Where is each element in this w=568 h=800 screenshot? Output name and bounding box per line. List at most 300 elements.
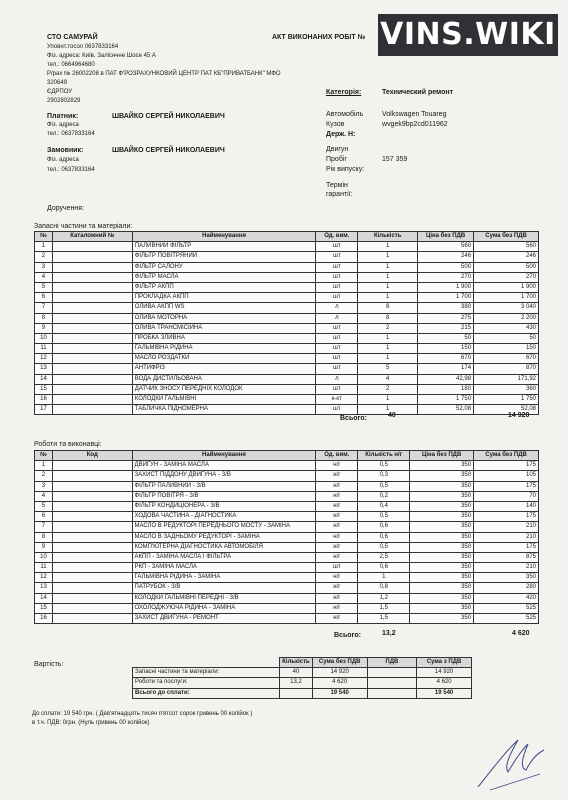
table-cell: 246 <box>418 252 474 262</box>
table-cell <box>52 313 132 323</box>
reg-label: Держ. Н: <box>326 131 356 138</box>
table-row <box>35 603 539 613</box>
car-value: Volkswagen Touareg <box>382 111 447 118</box>
warranty-label: гарантії: <box>326 191 353 198</box>
table-cell <box>52 512 132 522</box>
table-cell: 350 <box>410 461 474 471</box>
table-row <box>35 405 539 415</box>
column-header: Найменування <box>132 451 316 461</box>
table-row <box>35 384 539 394</box>
vat-line: в т.ч. ПДВ: 0грн. (Нуль гривень 00 копійок) <box>32 720 150 726</box>
column-header: Сума без ПДВ <box>474 451 539 461</box>
watermark-logo: VINS.WIKI <box>378 14 558 56</box>
table-cell: н/г <box>316 573 358 583</box>
car-label: Автомобіль <box>326 111 364 118</box>
table-cell: ТАБЛИЧКА ПІДНОМЕРНА <box>132 405 316 415</box>
table-cell: 70 <box>474 491 539 501</box>
table-cell: н/г <box>316 542 358 552</box>
table-row <box>35 282 539 292</box>
summary-row <box>133 688 472 698</box>
table-cell: 2 <box>358 323 418 333</box>
year-label: Рік випуску: <box>326 166 365 173</box>
table-cell: 350 <box>410 563 474 573</box>
table-row <box>35 354 539 364</box>
table-cell: 1 <box>35 461 53 471</box>
table-row <box>35 522 539 532</box>
summary-cell <box>280 688 312 698</box>
table-cell: 1 <box>358 333 418 343</box>
column-header: Од. вим. <box>316 451 358 461</box>
column-header: Каталожний № <box>52 232 132 242</box>
summary-row <box>133 678 472 688</box>
table-cell: 350 <box>410 512 474 522</box>
table-cell: 0,5 <box>358 481 410 491</box>
table-cell: 350 <box>410 501 474 511</box>
table-cell: н/г <box>316 593 358 603</box>
mileage-label: Пробіг <box>326 156 347 163</box>
table-row <box>35 374 539 384</box>
table-cell: шт <box>316 563 358 573</box>
table-cell: ЗАХИСТ ПІДДОНУ ДВИГУНА - З/В <box>132 471 316 481</box>
table-cell <box>52 583 132 593</box>
table-row <box>35 583 539 593</box>
table-cell: ФІЛЬТР АКПП <box>132 282 316 292</box>
table-cell: шт <box>316 405 358 415</box>
table-cell: 350 <box>410 593 474 603</box>
table-cell: шт <box>316 384 358 394</box>
table-cell <box>52 614 132 624</box>
company-detail-line: Р/рах № 26002208 в ПАТ Ф'РОЗРАХУНКОВИЙ ЦЕНТР ПАТ КБ"ПРИВАТБАНК" МФО <box>47 71 281 77</box>
table-cell: 1 <box>358 405 418 415</box>
table-cell: н/г <box>316 614 358 624</box>
column-header: № <box>35 451 53 461</box>
table-cell: 1 <box>358 252 418 262</box>
table-cell: 3 <box>35 481 53 491</box>
table-cell: н/г <box>316 583 358 593</box>
table-cell: 16 <box>35 395 53 405</box>
table-cell: 8 <box>35 532 53 542</box>
table-cell: 1 <box>358 282 418 292</box>
table-cell: КОЛОДКИ ГАЛЬМІВНІ ПЕРЕДНІ - З/В <box>132 593 316 603</box>
summary-cell: 40 <box>280 668 312 678</box>
table-row <box>35 262 539 272</box>
table-cell: 52,08 <box>474 405 539 415</box>
table-cell: л <box>316 313 358 323</box>
table-cell: шт <box>316 364 358 374</box>
table-cell: 10 <box>35 333 53 343</box>
table-cell <box>52 603 132 613</box>
table-cell: 9 <box>35 542 53 552</box>
table-cell: 350 <box>410 573 474 583</box>
table-cell: 6 <box>35 512 53 522</box>
table-cell: шт <box>316 272 358 282</box>
summary-cell <box>367 668 417 678</box>
table-cell: 525 <box>474 614 539 624</box>
act-title: АКТ ВИКОНАНИХ РОБІТ № <box>272 34 366 41</box>
table-cell: ПАТРУБОК - З/В <box>132 583 316 593</box>
table-cell: 380 <box>418 303 474 313</box>
table-cell <box>52 405 132 415</box>
term-label: Термін <box>326 182 348 189</box>
table-cell <box>52 272 132 282</box>
table-cell: ГАЛЬМІВНА РІДИНА - ЗАМІНА <box>132 573 316 583</box>
column-header: Сума без ПДВ <box>474 232 539 242</box>
table-cell <box>52 303 132 313</box>
summary-cell: 4 620 <box>312 678 367 688</box>
table-cell: 10 <box>35 552 53 562</box>
table-cell <box>52 344 132 354</box>
table-row <box>35 491 539 501</box>
table-cell: КОМП'ЮТЕРНА ДІАГНОСТИКА АВТОМОБІЛЯ <box>132 542 316 552</box>
table-cell: ОЛИВА МОТОРНА <box>132 313 316 323</box>
table-row <box>35 303 539 313</box>
table-cell: ФІЛЬТР КОНДИЦІОНЕРА - З/В <box>132 501 316 511</box>
table-cell: ФІЛЬТР ПОВІТРЯНИЙ <box>132 252 316 262</box>
table-row <box>35 272 539 282</box>
table-cell: 350 <box>410 542 474 552</box>
table-row <box>35 471 539 481</box>
table-cell: 350 <box>410 603 474 613</box>
table-cell: шт <box>316 282 358 292</box>
table-cell: 1 <box>358 354 418 364</box>
table-cell <box>52 333 132 343</box>
table-cell: 3 040 <box>474 303 539 313</box>
summary-cell: Всього до сплати: <box>133 688 280 698</box>
table-cell: 420 <box>474 593 539 603</box>
table-cell: ДАТЧИК ЗНОСУ ПЕРЕДНІХ КОЛОДОК <box>132 384 316 394</box>
summary-cell <box>367 688 417 698</box>
company-name: СТО САМУРАЙ <box>47 34 98 41</box>
table-cell: 1 <box>358 272 418 282</box>
table-cell: 210 <box>474 563 539 573</box>
customer-name: ШВАЙКО СЕРГЕЙ НИКОЛАЕВИЧ <box>112 147 225 154</box>
table-cell <box>52 354 132 364</box>
table-cell: 16 <box>35 614 53 624</box>
table-cell: шт <box>316 242 358 252</box>
table-cell: н/г <box>316 491 358 501</box>
table-cell: 15 <box>35 603 53 613</box>
payer-phone: тел.: 0637833164 <box>47 131 95 137</box>
summary-row <box>133 668 472 678</box>
table-row <box>35 313 539 323</box>
body-value: wvgek9bp2cd011962 <box>382 121 448 128</box>
table-cell: 9 <box>35 323 53 333</box>
summary-table <box>132 657 472 699</box>
table-cell: шт <box>316 293 358 303</box>
table-cell <box>52 471 132 481</box>
table-cell <box>52 282 132 292</box>
table-cell: 5 <box>35 282 53 292</box>
table-cell <box>52 491 132 501</box>
table-cell: 17 <box>35 405 53 415</box>
works-total-sum: 4 620 <box>512 630 530 637</box>
table-cell: 1 <box>35 242 53 252</box>
table-cell: ОХОЛОДЖУЮЧА РІДИНА - ЗАМІНА <box>132 603 316 613</box>
table-cell: 1 900 <box>474 282 539 292</box>
table-cell: 350 <box>410 471 474 481</box>
signature-scribble <box>470 732 550 792</box>
table-cell: 270 <box>474 272 539 282</box>
table-row <box>35 395 539 405</box>
category-value: Технический ремонт <box>382 89 454 96</box>
category-label: Категорія: <box>326 89 362 96</box>
table-cell: 175 <box>474 512 539 522</box>
table-cell: 350 <box>410 614 474 624</box>
parts-table <box>34 231 539 415</box>
table-cell <box>52 242 132 252</box>
table-cell: ФІЛЬТР МАСЛА <box>132 272 316 282</box>
table-cell: 4 <box>35 491 53 501</box>
table-row <box>35 614 539 624</box>
table-cell: 560 <box>418 242 474 252</box>
table-cell: шт <box>316 323 358 333</box>
table-row <box>35 573 539 583</box>
table-cell: ВОДА ДИСТИЛЬОВАНА <box>132 374 316 384</box>
table-row <box>35 344 539 354</box>
table-cell: 1 750 <box>418 395 474 405</box>
table-cell <box>52 552 132 562</box>
column-header: Ціна без ПДВ <box>418 232 474 242</box>
cost-label: Вартість: <box>34 661 64 668</box>
table-cell: 7 <box>35 303 53 313</box>
table-row <box>35 242 539 252</box>
table-cell: 0,5 <box>358 512 410 522</box>
table-cell: 0,5 <box>358 461 410 471</box>
table-cell: л <box>316 374 358 384</box>
table-cell: 180 <box>418 384 474 394</box>
table-cell <box>52 323 132 333</box>
table-cell: ГАЛЬМІВНА РІДИНА <box>132 344 316 354</box>
table-cell: ФІЛЬТР ПОВІТРЯ - З/В <box>132 491 316 501</box>
table-cell: 15 <box>35 384 53 394</box>
table-row <box>35 593 539 603</box>
table-cell: 1 900 <box>418 282 474 292</box>
parts-total-sum: 14 920 <box>508 412 530 419</box>
table-cell: 500 <box>418 262 474 272</box>
table-cell: л <box>316 303 358 313</box>
table-cell: 870 <box>474 364 539 374</box>
parts-total-qty: 40 <box>388 412 396 419</box>
table-cell: 1 <box>358 242 418 252</box>
works-total-qty: 13,2 <box>382 630 396 637</box>
table-cell <box>52 384 132 394</box>
table-cell: к-кт <box>316 395 358 405</box>
column-header: Од. вим. <box>316 232 358 242</box>
summary-corner <box>133 658 280 668</box>
table-cell: РКП - ЗАМІНА МАСЛА <box>132 563 316 573</box>
parts-section-title: Запасні частини та матеріали: <box>34 223 133 230</box>
table-cell: 0,8 <box>358 583 410 593</box>
table-cell: 1 <box>358 293 418 303</box>
column-header: Ціна без ПДВ <box>410 451 474 461</box>
table-cell: 275 <box>418 313 474 323</box>
table-cell: 270 <box>418 272 474 282</box>
table-cell: МАСЛО РОЗДАТКИ <box>132 354 316 364</box>
works-total-label: Всього: <box>334 632 361 639</box>
table-cell <box>52 501 132 511</box>
table-cell: шт <box>316 262 358 272</box>
table-cell <box>52 563 132 573</box>
table-cell: МАСЛО В РЕДУКТОРІ ПЕРЕДНЬОГО МОСТУ - ЗАМІНА <box>132 522 316 532</box>
table-cell: 0,2 <box>358 491 410 501</box>
table-row <box>35 552 539 562</box>
table-cell: АНТИФРІЗ <box>132 364 316 374</box>
table-cell: 6 <box>35 293 53 303</box>
table-row <box>35 542 539 552</box>
table-row <box>35 501 539 511</box>
table-cell: ХОДОВА ЧАСТИНА - ДІАГНОСТИКА <box>132 512 316 522</box>
table-cell: 350 <box>474 573 539 583</box>
table-cell: МАСЛО В ЗАДНЬОМУ РЕДУКТОРІ - ЗАМІНА <box>132 532 316 542</box>
table-cell: 210 <box>474 522 539 532</box>
column-header: Найменування <box>132 232 316 242</box>
table-cell: 210 <box>474 532 539 542</box>
table-cell: 1 <box>358 395 418 405</box>
table-cell: 350 <box>410 522 474 532</box>
table-cell: н/г <box>316 461 358 471</box>
customer-phone: тел.: 0637833164 <box>47 167 95 173</box>
table-cell: 150 <box>418 344 474 354</box>
table-cell: 52,08 <box>418 405 474 415</box>
table-cell: 175 <box>474 461 539 471</box>
table-cell: 12 <box>35 354 53 364</box>
table-cell: 174 <box>418 364 474 374</box>
table-cell <box>52 395 132 405</box>
table-cell: 0,5 <box>358 542 410 552</box>
table-row <box>35 252 539 262</box>
table-cell: ОЛИВА ТРАНСМІСІЙНА <box>132 323 316 333</box>
table-cell: ЗАХИСТ ДВИГУНА - РЕМОНТ <box>132 614 316 624</box>
table-cell: ФІЛЬТР ПАЛИВНИЙ - З/В <box>132 481 316 491</box>
table-cell <box>52 252 132 262</box>
table-cell: 175 <box>474 481 539 491</box>
payer-name: ШВАЙКО СЕРГЕЙ НИКОЛАЕВИЧ <box>112 113 225 120</box>
table-cell: АКПП - ЗАМІНА МАСЛА І ФІЛЬТРА <box>132 552 316 562</box>
table-cell: н/г <box>316 471 358 481</box>
table-cell: 140 <box>474 501 539 511</box>
summary-column-header: Сума з ПДВ <box>417 658 472 668</box>
table-cell: 0,3 <box>358 471 410 481</box>
summary-cell: Запасні частини та матеріали: <box>133 668 280 678</box>
summary-cell: 14 920 <box>417 668 472 678</box>
pay-line: До сплати: 19 540 грн. ( Дев'ятнадцять тисяч п'ятсот сорок гривень 00 копійок ) <box>32 711 253 717</box>
table-cell: 2 <box>35 252 53 262</box>
table-row <box>35 323 539 333</box>
table-cell: 350 <box>410 481 474 491</box>
works-table <box>34 450 539 624</box>
table-cell: 350 <box>410 583 474 593</box>
table-cell: 0,4 <box>358 501 410 511</box>
table-cell: 13 <box>35 583 53 593</box>
table-cell: 8 <box>35 313 53 323</box>
table-cell: 0,6 <box>358 532 410 542</box>
table-cell: н/г <box>316 501 358 511</box>
table-cell: 11 <box>35 563 53 573</box>
table-cell <box>52 374 132 384</box>
table-row <box>35 481 539 491</box>
table-cell: 1 700 <box>474 293 539 303</box>
table-cell: 105 <box>474 471 539 481</box>
table-cell: 12 <box>35 573 53 583</box>
table-cell: н/г <box>316 532 358 542</box>
table-cell: 1,5 <box>358 603 410 613</box>
customer-label: Замовник: <box>47 147 84 154</box>
summary-cell: 4 620 <box>417 678 472 688</box>
table-cell: 500 <box>474 262 539 272</box>
table-row <box>35 364 539 374</box>
payer-address: Фіз. адреса <box>47 122 79 128</box>
table-cell: шт <box>316 252 358 262</box>
table-cell: 430 <box>474 323 539 333</box>
table-cell: 50 <box>418 333 474 343</box>
summary-cell <box>367 678 417 688</box>
engine-label: Двигун <box>326 146 349 153</box>
table-cell: 1 700 <box>418 293 474 303</box>
table-cell: ОЛИВА АКПП WS <box>132 303 316 313</box>
table-cell: 3 <box>35 262 53 272</box>
table-cell: 8 <box>358 313 418 323</box>
mileage-value: 157 359 <box>382 156 408 163</box>
table-cell: 2 <box>358 384 418 394</box>
table-cell: ПАЛИВНИЙ ФІЛЬТР <box>132 242 316 252</box>
column-header: Код <box>52 451 132 461</box>
table-cell: ПРОКЛАДКА АКПП <box>132 293 316 303</box>
table-cell: 171,92 <box>474 374 539 384</box>
customer-address: Фіз. адреса <box>47 157 79 163</box>
company-detail-line: Фіз. адреса: Київ, Заліснчне Шосе 45 А <box>47 53 156 59</box>
table-cell: 350 <box>410 532 474 542</box>
table-cell <box>52 364 132 374</box>
table-cell: 1 750 <box>474 395 539 405</box>
table-cell: 14 <box>35 374 53 384</box>
table-cell: 1 <box>358 573 410 583</box>
table-cell <box>52 573 132 583</box>
table-cell: 175 <box>474 542 539 552</box>
summary-column-header: ПДВ <box>367 658 417 668</box>
table-cell: 280 <box>474 583 539 593</box>
column-header: Кількість <box>358 232 418 242</box>
table-cell <box>52 522 132 532</box>
table-cell: шт <box>316 354 358 364</box>
table-cell: 1,5 <box>358 614 410 624</box>
table-cell <box>52 461 132 471</box>
summary-cell: 13,2 <box>280 678 312 688</box>
table-cell: н/г <box>316 552 358 562</box>
table-cell: ФІЛЬТР САЛОНУ <box>132 262 316 272</box>
table-row <box>35 563 539 573</box>
table-cell: 670 <box>474 354 539 364</box>
company-detail-line: 2902802829 <box>47 98 81 104</box>
table-cell: н/г <box>316 522 358 532</box>
table-cell: 2,5 <box>358 552 410 562</box>
agreement-label: Доручення: <box>47 205 85 212</box>
table-cell: 0,6 <box>358 563 410 573</box>
table-row <box>35 333 539 343</box>
table-cell: 13 <box>35 364 53 374</box>
table-cell: 350 <box>410 491 474 501</box>
company-detail-line: тел.: 0664964680 <box>47 62 95 68</box>
company-detail-line: Уповнт.тосол 0637833164 <box>47 44 119 50</box>
summary-column-header: Сума без ПДВ <box>312 658 367 668</box>
table-cell: 8 <box>358 303 418 313</box>
table-cell: 350 <box>410 552 474 562</box>
table-cell: 1 <box>358 262 418 272</box>
summary-cell: Роботи та послуги: <box>133 678 280 688</box>
table-cell: 525 <box>474 603 539 613</box>
table-cell: 360 <box>474 384 539 394</box>
table-cell: 4 <box>358 374 418 384</box>
company-detail-line: 320649 <box>47 80 68 86</box>
